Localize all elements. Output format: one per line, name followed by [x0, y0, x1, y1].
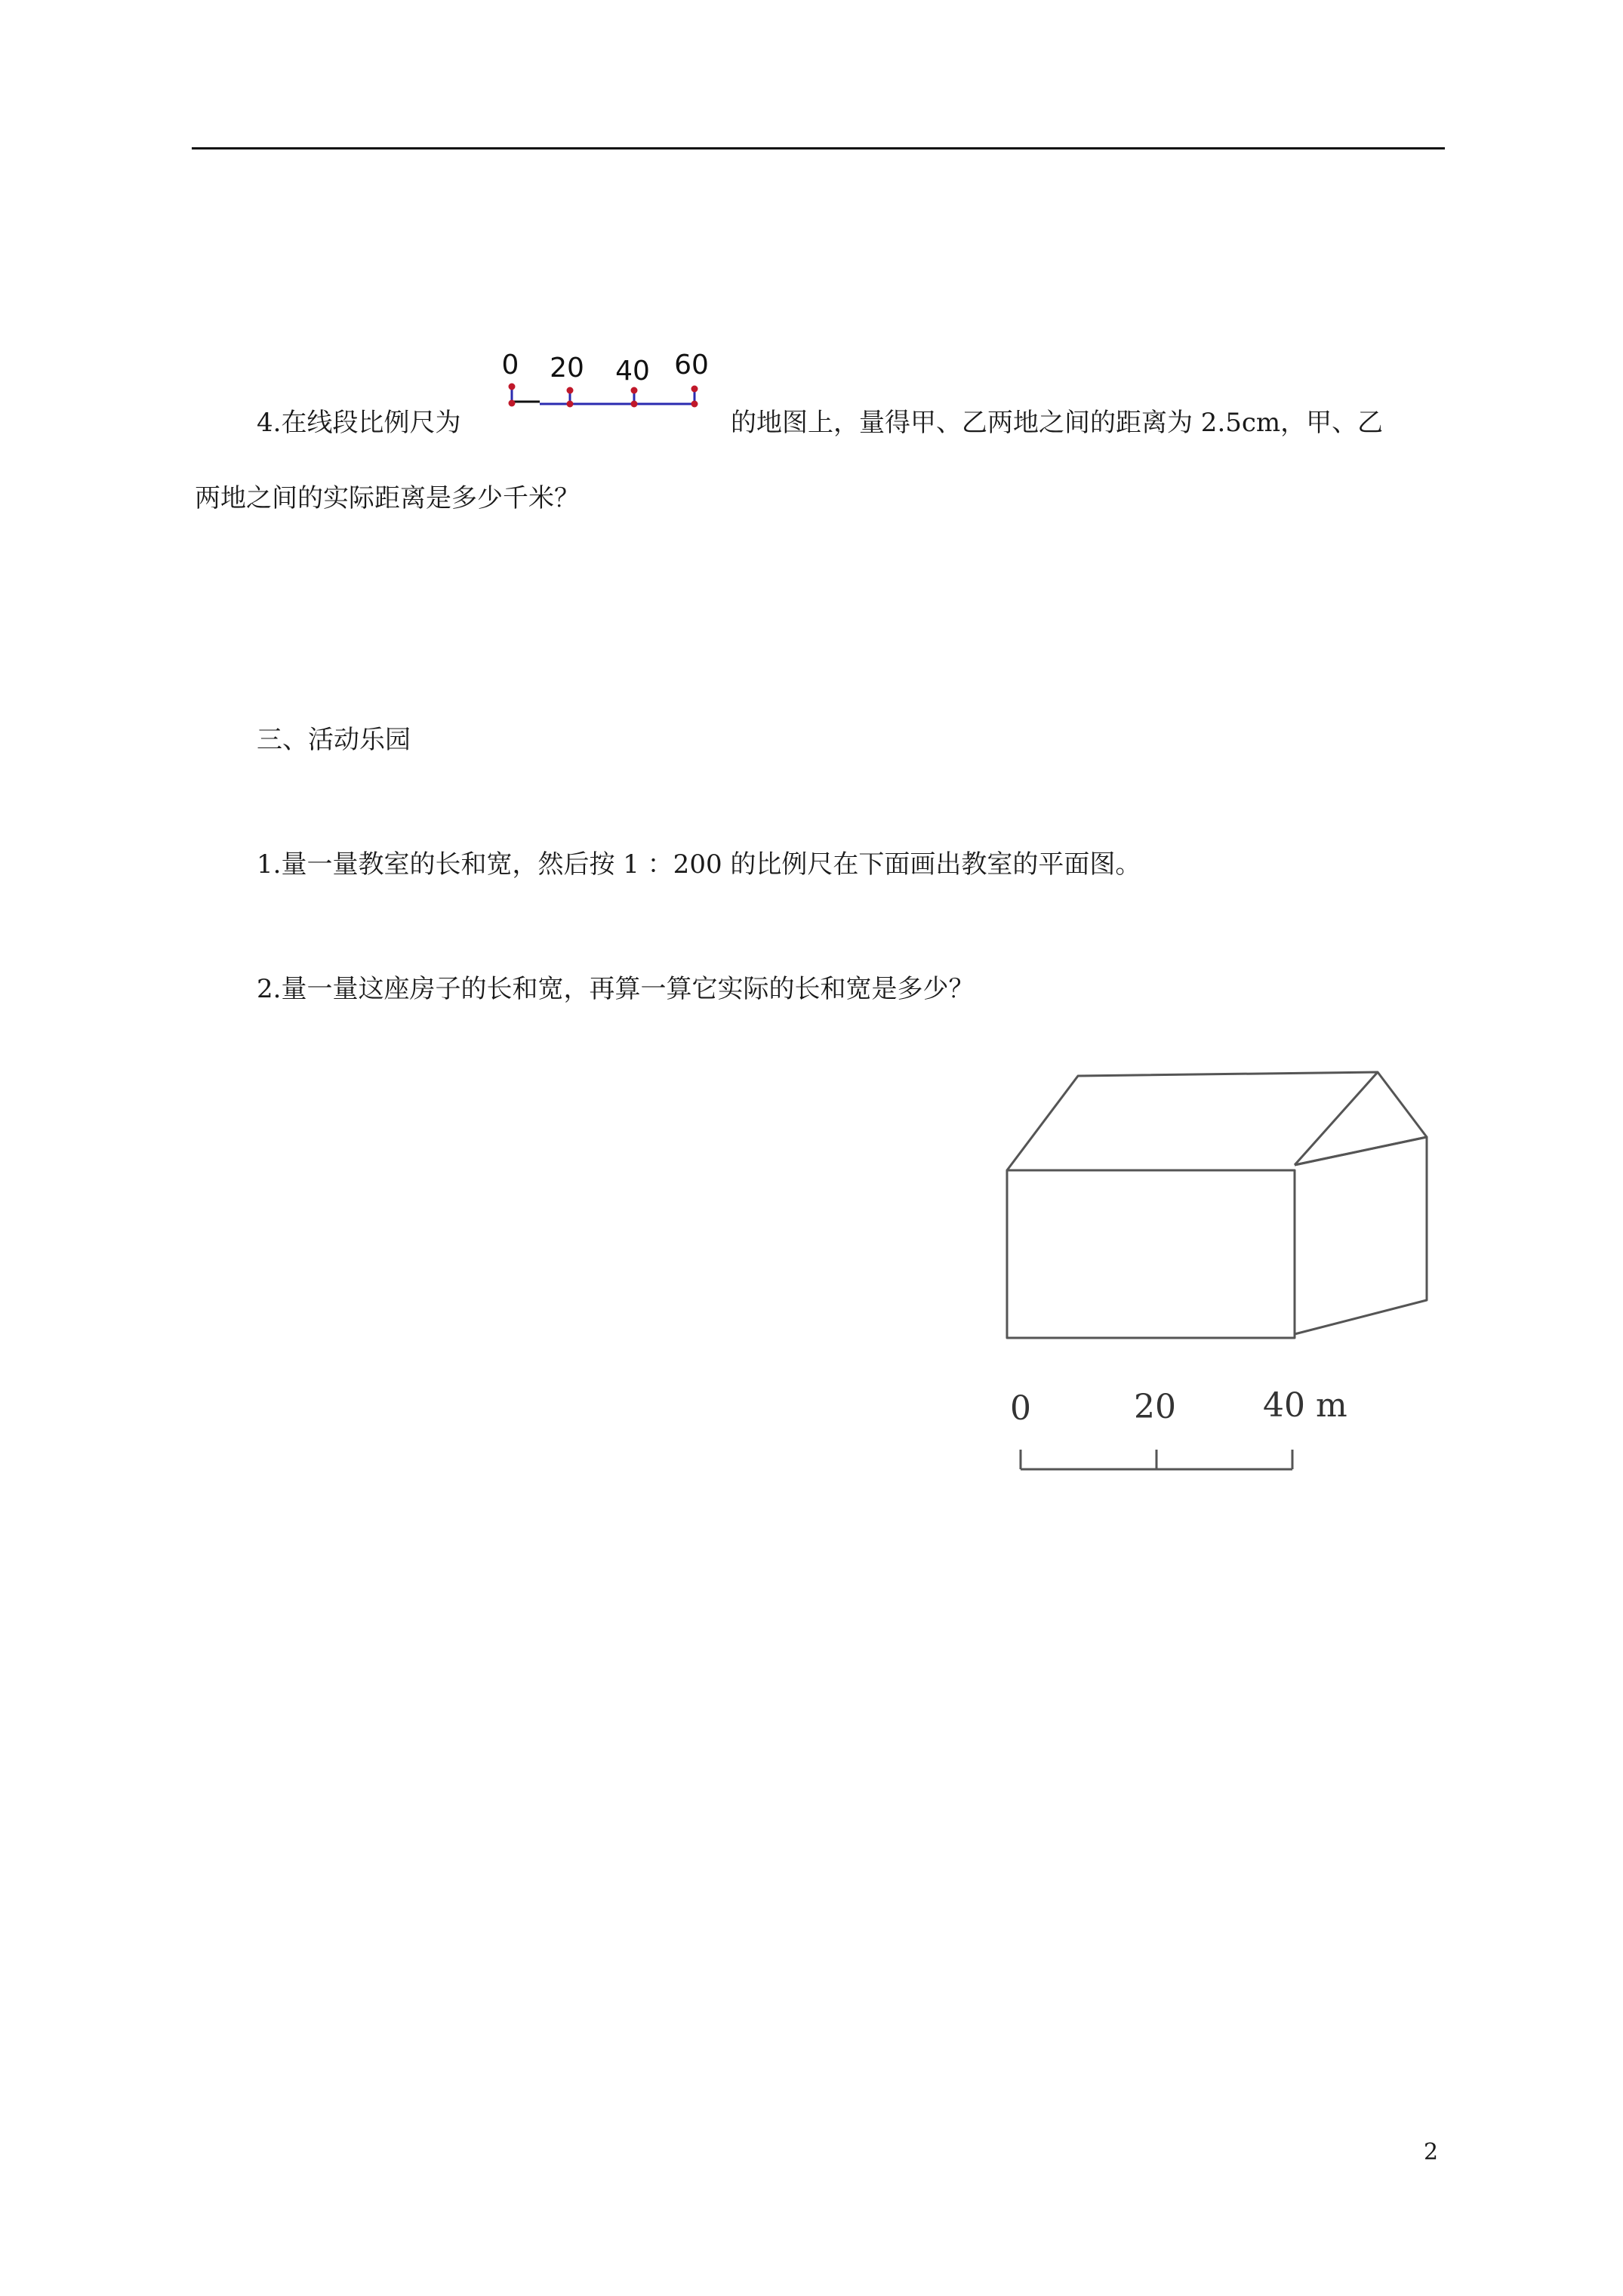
header-rule [192, 147, 1445, 149]
section3-heading: 三、活动乐园 [257, 725, 411, 755]
house-scale-label-20: 20 [1134, 1388, 1176, 1426]
scale-label-0: 0 [501, 350, 519, 381]
house-front-wall [1007, 1170, 1295, 1338]
scale-label-20: 20 [550, 353, 584, 384]
scale-point [691, 386, 698, 393]
section3-item2: 2.量一量这座房子的长和宽，再算一算它实际的长和宽是多少？ [257, 974, 975, 1004]
scale-point [691, 401, 698, 408]
line-segment-scale-figure [497, 344, 708, 419]
house-figure [996, 1065, 1464, 1495]
question4-text-end: 的地图上，量得甲、乙两地之间的距离为 2.5cm，甲、乙 [731, 408, 1384, 438]
scale-label-60: 60 [674, 350, 709, 381]
house-scale-label-40: 40 m [1263, 1386, 1347, 1425]
scale-point [631, 401, 638, 408]
section3-item1: 1.量一量教室的长和宽，然后按 1 ：200 的比例尺在下面画出教室的平面图。 [257, 849, 1141, 880]
scale-point [567, 401, 574, 408]
scale-point [567, 387, 574, 394]
scale-point [509, 384, 516, 390]
question4-text-line2: 两地之间的实际距离是多少千米？ [195, 483, 580, 513]
question4-text-start: 4.在线段比例尺为 [257, 408, 461, 438]
scale-point [509, 400, 516, 407]
page-number: 2 [1424, 2139, 1439, 2165]
scale-point [631, 387, 638, 394]
house-side-wall [1295, 1137, 1427, 1334]
scale-label-40: 40 [615, 356, 650, 387]
house-scale-label-0: 0 [1010, 1389, 1031, 1428]
